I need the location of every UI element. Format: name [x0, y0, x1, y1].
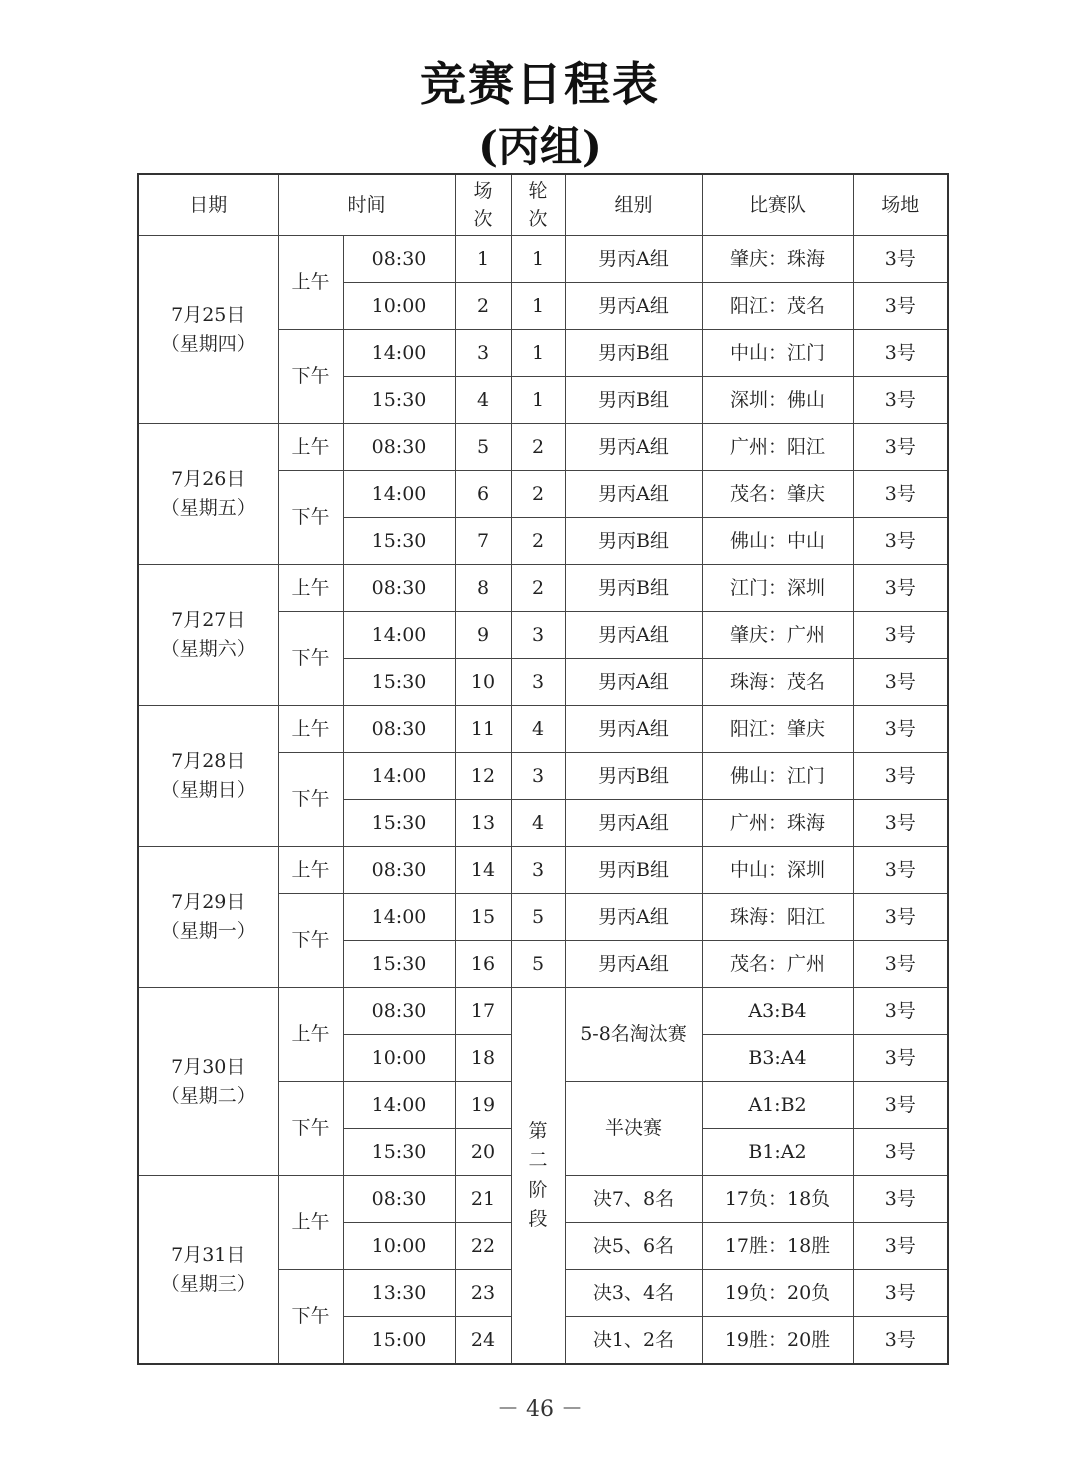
- date-cell: [138, 706, 278, 847]
- match-no-cell: 9: [455, 612, 511, 659]
- period-cell: 下午: [278, 471, 343, 565]
- match-no-cell: 1: [455, 236, 511, 283]
- time-cell: 14:00: [343, 1082, 455, 1129]
- round-cell: 3: [511, 612, 565, 659]
- match-no-cell: 6: [455, 471, 511, 518]
- round-cell: 5: [511, 941, 565, 988]
- weekday-label: （星期日）: [160, 779, 256, 801]
- header-round: 轮次: [511, 174, 565, 236]
- venue-cell: 3号: [853, 471, 948, 518]
- teams-cell: A3:B4: [702, 988, 853, 1035]
- time-cell: 08:30: [343, 424, 455, 471]
- venue-cell: 3号: [853, 1035, 948, 1082]
- date-cell: [138, 988, 278, 1176]
- venue-cell: 3号: [853, 1270, 948, 1317]
- weekday-label: （星期四）: [160, 332, 256, 355]
- teams-cell: B1:A2: [702, 1129, 853, 1176]
- venue-cell: 3号: [853, 659, 948, 706]
- header-teams: 比赛队: [702, 174, 853, 236]
- time-cell: 14:00: [343, 612, 455, 659]
- weekday-label: （星期二）: [160, 1084, 256, 1107]
- teams-cell: 广州：珠海: [702, 800, 853, 847]
- time-cell: 15:30: [343, 518, 455, 565]
- match-no-cell: 10: [455, 659, 511, 706]
- time-cell: 14:00: [343, 753, 455, 800]
- period-cell: 上午: [278, 1176, 343, 1270]
- match-no-cell: 17: [455, 988, 511, 1035]
- weekday-label: （星期六）: [160, 638, 256, 660]
- time-cell: 14:00: [343, 894, 455, 941]
- venue-cell: 3号: [853, 612, 948, 659]
- time-cell: 08:30: [343, 236, 455, 283]
- round-cell: 2: [511, 471, 565, 518]
- venue-cell: 3号: [853, 377, 948, 424]
- table-row: [138, 988, 948, 1035]
- round-cell: 1: [511, 330, 565, 377]
- period-cell: 上午: [278, 565, 343, 612]
- round-cell: 5: [511, 894, 565, 941]
- header-date: 日期: [138, 174, 278, 236]
- group-cell: 男丙B组: [565, 330, 702, 377]
- round-cell: 2: [511, 565, 565, 612]
- match-no-cell: 12: [455, 753, 511, 800]
- header-time: 时间: [278, 174, 455, 236]
- venue-cell: 3号: [853, 1129, 948, 1176]
- time-cell: 14:00: [343, 330, 455, 377]
- time-cell: 10:00: [343, 1223, 455, 1270]
- teams-cell: 阳江：茂名: [702, 283, 853, 330]
- teams-cell: 茂名：肇庆: [702, 471, 853, 518]
- table-row: [138, 706, 948, 753]
- header-venue: 场地: [853, 174, 948, 236]
- table-row: [138, 847, 948, 894]
- match-no-cell: 5: [455, 424, 511, 471]
- period-cell: 下午: [278, 753, 343, 847]
- match-no-cell: 13: [455, 800, 511, 847]
- round-cell: 4: [511, 800, 565, 847]
- time-cell: 08:30: [343, 706, 455, 753]
- group-cell: 男丙A组: [565, 941, 702, 988]
- date-cell: [138, 847, 278, 988]
- time-cell: 08:30: [343, 1176, 455, 1223]
- teams-cell: B3:A4: [702, 1035, 853, 1082]
- stage-cell: [511, 988, 565, 1365]
- venue-cell: 3号: [853, 753, 948, 800]
- venue-cell: 3号: [853, 565, 948, 612]
- schedule-table: [137, 173, 949, 1365]
- date-label: 7月26日: [171, 468, 246, 491]
- match-no-cell: 19: [455, 1082, 511, 1129]
- teams-cell: 深圳：佛山: [702, 377, 853, 424]
- group-cell: 男丙A组: [565, 659, 702, 706]
- round-cell: 2: [511, 424, 565, 471]
- round-cell: 2: [511, 518, 565, 565]
- group-cell: 男丙A组: [565, 706, 702, 753]
- teams-cell: 19负：20负: [702, 1270, 853, 1317]
- match-no-cell: 18: [455, 1035, 511, 1082]
- group-cell: 男丙A组: [565, 424, 702, 471]
- time-cell: 15:30: [343, 377, 455, 424]
- teams-cell: 珠海：茂名: [702, 659, 853, 706]
- group-cell: 男丙A组: [565, 283, 702, 330]
- venue-cell: 3号: [853, 1223, 948, 1270]
- venue-cell: 3号: [853, 847, 948, 894]
- time-cell: 08:30: [343, 988, 455, 1035]
- group-cell: 男丙A组: [565, 236, 702, 283]
- teams-cell: 肇庆：珠海: [702, 236, 853, 283]
- match-no-cell: 15: [455, 894, 511, 941]
- group-cell: 男丙B组: [565, 565, 702, 612]
- match-no-cell: 3: [455, 330, 511, 377]
- date-cell: [138, 424, 278, 565]
- venue-cell: 3号: [853, 1317, 948, 1365]
- teams-cell: 17胜：18胜: [702, 1223, 853, 1270]
- page-title: 竞赛日程表: [420, 57, 660, 111]
- group-cell: 5-8名淘汰赛: [565, 988, 702, 1082]
- round-cell: 1: [511, 377, 565, 424]
- teams-cell: 17负：18负: [702, 1176, 853, 1223]
- time-cell: 15:30: [343, 800, 455, 847]
- match-no-cell: 21: [455, 1176, 511, 1223]
- date-cell: [138, 1176, 278, 1365]
- round-cell: 4: [511, 706, 565, 753]
- header-match: 场次: [455, 174, 511, 236]
- table-row: [138, 236, 948, 283]
- teams-cell: A1:B2: [702, 1082, 853, 1129]
- weekday-label: （星期三）: [160, 1272, 256, 1295]
- venue-cell: 3号: [853, 706, 948, 753]
- group-cell: 男丙B组: [565, 847, 702, 894]
- teams-cell: 珠海：阳江: [702, 894, 853, 941]
- venue-cell: 3号: [853, 941, 948, 988]
- date-label: 7月30日: [171, 1055, 246, 1078]
- teams-cell: 佛山：中山: [702, 518, 853, 565]
- match-no-cell: 11: [455, 706, 511, 753]
- time-cell: 13:30: [343, 1270, 455, 1317]
- venue-cell: 3号: [853, 1082, 948, 1129]
- table-row: [138, 565, 948, 612]
- page-subtitle: (丙组): [478, 122, 602, 171]
- group-cell: 男丙A组: [565, 471, 702, 518]
- match-no-cell: 14: [455, 847, 511, 894]
- round-cell: 1: [511, 236, 565, 283]
- group-cell: 男丙A组: [565, 800, 702, 847]
- period-cell: 上午: [278, 424, 343, 471]
- time-cell: 08:30: [343, 847, 455, 894]
- date-label: 7月31日: [171, 1243, 246, 1266]
- period-cell: 下午: [278, 1270, 343, 1365]
- group-cell: 决5、6名: [565, 1223, 702, 1270]
- period-cell: 上午: [278, 706, 343, 753]
- period-cell: 上午: [278, 847, 343, 894]
- stage-label: 第二阶段: [528, 1119, 548, 1230]
- venue-cell: 3号: [853, 988, 948, 1035]
- time-cell: 08:30: [343, 565, 455, 612]
- teams-cell: 肇庆：广州: [702, 612, 853, 659]
- period-cell: 下午: [278, 612, 343, 706]
- venue-cell: 3号: [853, 283, 948, 330]
- teams-cell: 19胜：20胜: [702, 1317, 853, 1365]
- match-no-cell: 20: [455, 1129, 511, 1176]
- venue-cell: 3号: [853, 518, 948, 565]
- date-label: 7月29日: [171, 891, 246, 914]
- weekday-label: （星期五）: [160, 497, 256, 519]
- time-cell: 15:30: [343, 941, 455, 988]
- date-label: 7月25日: [171, 303, 246, 326]
- period-cell: 上午: [278, 236, 343, 330]
- group-cell: 男丙A组: [565, 612, 702, 659]
- match-no-cell: 23: [455, 1270, 511, 1317]
- round-cell: 3: [511, 659, 565, 706]
- period-cell: 上午: [278, 988, 343, 1082]
- teams-cell: 佛山：江门: [702, 753, 853, 800]
- teams-cell: 广州：阳江: [702, 424, 853, 471]
- teams-cell: 茂名：广州: [702, 941, 853, 988]
- time-cell: 14:00: [343, 471, 455, 518]
- teams-cell: 中山：深圳: [702, 847, 853, 894]
- date-cell: [138, 565, 278, 706]
- time-cell: 10:00: [343, 283, 455, 330]
- period-cell: 下午: [278, 330, 343, 424]
- match-no-cell: 2: [455, 283, 511, 330]
- venue-cell: 3号: [853, 1176, 948, 1223]
- match-no-cell: 16: [455, 941, 511, 988]
- match-no-cell: 4: [455, 377, 511, 424]
- group-cell: 决7、8名: [565, 1176, 702, 1223]
- venue-cell: 3号: [853, 236, 948, 283]
- period-cell: 下午: [278, 1082, 343, 1176]
- group-cell: 男丙B组: [565, 753, 702, 800]
- header-row: [138, 174, 948, 236]
- group-cell: 男丙A组: [565, 894, 702, 941]
- round-cell: 1: [511, 283, 565, 330]
- teams-cell: 阳江：肇庆: [702, 706, 853, 753]
- page-number: － 46 －: [497, 1397, 583, 1422]
- header-group: 组别: [565, 174, 702, 236]
- group-cell: 决3、4名: [565, 1270, 702, 1317]
- time-cell: 15:30: [343, 1129, 455, 1176]
- date-label: 7月27日: [171, 609, 246, 632]
- round-cell: 3: [511, 753, 565, 800]
- date-label: 7月28日: [171, 750, 246, 773]
- match-no-cell: 7: [455, 518, 511, 565]
- venue-cell: 3号: [853, 424, 948, 471]
- match-no-cell: 8: [455, 565, 511, 612]
- round-cell: 3: [511, 847, 565, 894]
- period-cell: 下午: [278, 894, 343, 988]
- time-cell: 10:00: [343, 1035, 455, 1082]
- venue-cell: 3号: [853, 894, 948, 941]
- group-cell: 半决赛: [565, 1082, 702, 1176]
- group-cell: 男丙B组: [565, 377, 702, 424]
- weekday-label: （星期一）: [160, 920, 256, 942]
- teams-cell: 中山：江门: [702, 330, 853, 377]
- time-cell: 15:00: [343, 1317, 455, 1365]
- time-cell: 15:30: [343, 659, 455, 706]
- date-cell: [138, 236, 278, 424]
- group-cell: 男丙B组: [565, 518, 702, 565]
- match-no-cell: 22: [455, 1223, 511, 1270]
- table-row: [138, 424, 948, 471]
- venue-cell: 3号: [853, 330, 948, 377]
- match-no-cell: 24: [455, 1317, 511, 1365]
- group-cell: 决1、2名: [565, 1317, 702, 1365]
- teams-cell: 江门：深圳: [702, 565, 853, 612]
- venue-cell: 3号: [853, 800, 948, 847]
